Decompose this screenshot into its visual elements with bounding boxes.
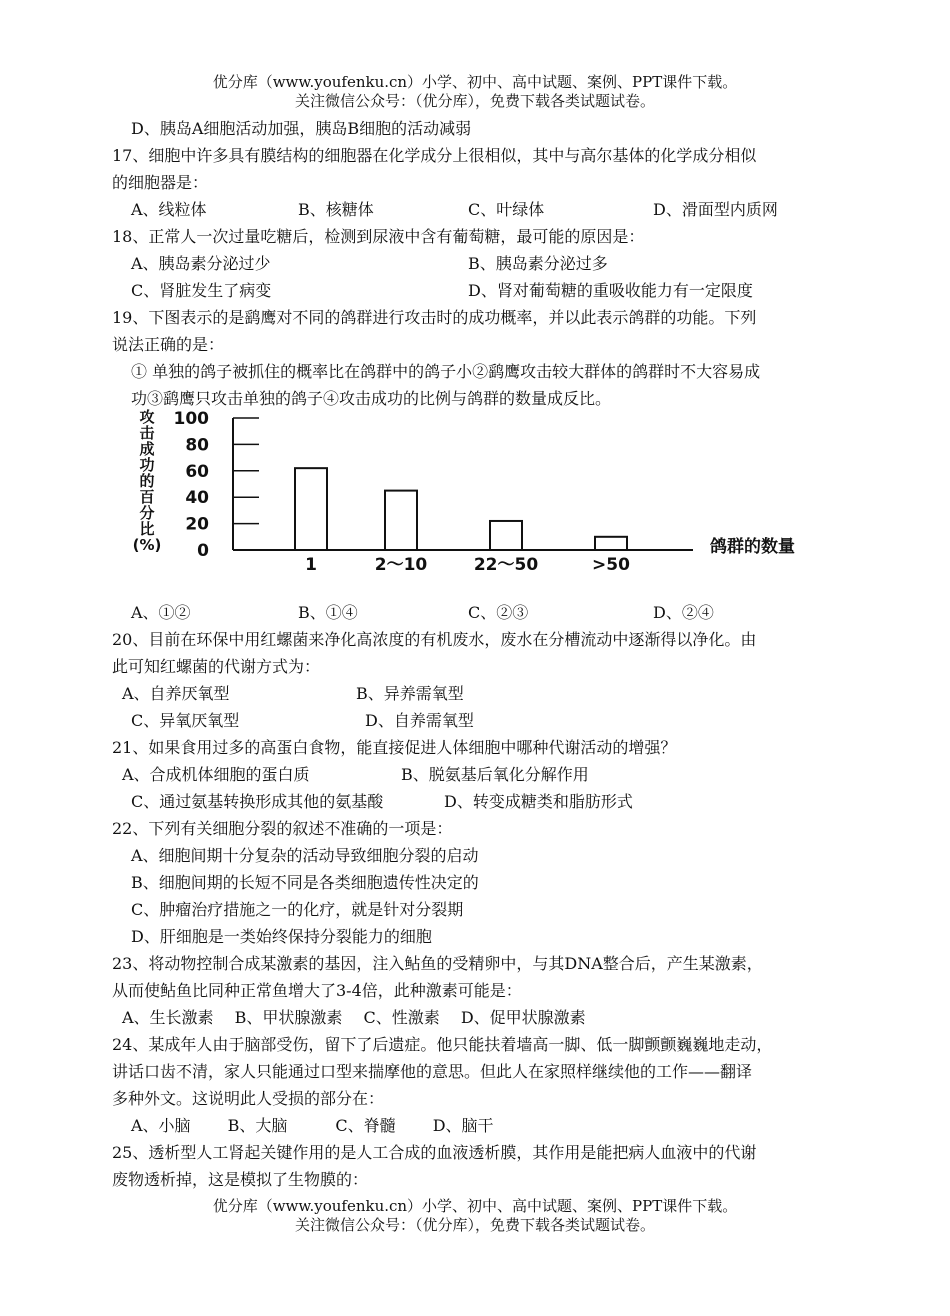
y-axis-label-char: 攻: [139, 408, 155, 426]
x-tick-label: 2～10: [374, 555, 428, 575]
q22-option-c: C、肿瘤治疗措施之一的化疗，就是针对分裂期: [131, 900, 464, 919]
q19-option-b: B、①④: [298, 603, 358, 622]
q23-stem-line1: 23、将动物控制合成某激素的基因，注入鲇鱼的受精卵中，与其DNA整合后，产生某激素，: [112, 954, 763, 973]
q18-option-b: B、胰岛素分泌过多: [468, 254, 608, 273]
q17-option-b: B、核糖体: [298, 200, 374, 219]
q18-option-d: D、肾对葡萄糖的重吸收能力有一定限度: [468, 281, 753, 300]
q20-stem-line2: 此可知红螺菌的代谢方式为：: [112, 657, 321, 676]
q22-stem-line1: 22、下列有关细胞分裂的叙述不准确的一项是：: [112, 819, 453, 838]
q17-stem-line1: 17、细胞中许多具有膜结构的细胞器在化学成分上很相似，其中与高尔基体的化学成分相似: [112, 146, 757, 165]
y-tick-label: 0: [197, 541, 209, 561]
y-tick-label: 80: [185, 435, 209, 456]
chart-x-axis-label: 鸽群的数量: [710, 537, 795, 557]
y-tick-label: 100: [173, 409, 209, 429]
q21-option-b: B、脱氨基后氧化分解作用: [401, 765, 589, 784]
q17-option-a: A、线粒体: [131, 200, 207, 219]
q20-option-b: B、异养需氧型: [356, 684, 464, 703]
q22-option-d: D、肝细胞是一类始终保持分裂能力的细胞: [131, 927, 432, 946]
page-footer-line1: 优分库（www.youfenku.cn）小学、初中、高中试题、案例、PPT课件下载。: [212, 1197, 738, 1215]
q19-stem-line1: 19、下图表示的是鹞鹰对不同的鸽群进行攻击时的成功概率，并以此表示鸽群的功能。下列: [112, 308, 757, 327]
y-axis-label-char: 成: [139, 440, 155, 458]
q24-stem-line2: 讲话口齿不清，家人只能通过口型来揣摩他的意思。但此人在家照样继续他的工作——翻译: [112, 1062, 753, 1081]
chart-x-ticks: [305, 555, 630, 575]
y-axis-label-char: (%): [132, 536, 162, 554]
chart-y-axis-label: [133, 408, 162, 554]
bar-4: [595, 537, 627, 550]
y-axis-label-char: 比: [139, 520, 155, 538]
q21-stem-line1: 21、如果食用过多的高蛋白食物，能直接促进人体细胞中哪种代谢活动的增强？: [112, 738, 677, 757]
y-tick-label: 20: [185, 514, 209, 535]
q21-option-d: D、转变成糖类和脂肪形式: [444, 792, 633, 811]
page-footer-line2: 关注微信公众号：（优分库），免费下载各类试题试卷。: [294, 1216, 655, 1234]
page-header-line1: 优分库（www.youfenku.cn）小学、初中、高中试题、案例、PPT课件下载。: [212, 73, 738, 91]
q19-statement-line2: 功③鹞鹰只攻击单独的鸽子④攻击成功的比例与鸽群的数量成反比。: [131, 389, 612, 408]
q22-option-b: B、细胞间期的长短不同是各类细胞遗传性决定的: [131, 873, 479, 892]
page-header-line2: 关注微信公众号：（优分库），免费下载各类试题试卷。: [294, 92, 655, 110]
q24-options: A、小脑 B、大脑 C、脊髓 D、脑干: [131, 1116, 494, 1135]
q17-stem-line2: 的细胞器是：: [112, 173, 209, 192]
x-tick-label: 1: [305, 555, 317, 575]
q21-option-c: C、通过氨基转换形成其他的氨基酸: [131, 792, 384, 811]
q20-option-d: D、自养需氧型: [365, 711, 474, 730]
q25-stem-line2: 废物透析掉，这是模拟了生物膜的：: [112, 1170, 369, 1189]
chart-bars: [295, 468, 627, 550]
bar-2: [385, 491, 417, 550]
q18-option-c: C、肾脏发生了病变: [131, 281, 272, 300]
q17-option-d: D、滑面型内质网: [653, 200, 778, 219]
y-axis-label-char: 的: [139, 472, 155, 490]
q24-stem-line1: 24、某成年人由于脑部受伤，留下了后遗症。他只能扶着墙高一脚、低一脚颤颤巍巍地走动，: [112, 1035, 773, 1054]
q19-statement-line1: ① 单独的鸽子被抓住的概率比在鸽群中的鸽子小②鹞鹰攻击较大群体的鸽群时不大容易成: [131, 362, 761, 381]
y-axis-label-char: 百: [139, 488, 155, 506]
bar-1: [295, 468, 327, 550]
q18-stem-line1: 18、正常人一次过量吃糖后，检测到尿液中含有葡萄糖，最可能的原因是：: [112, 227, 645, 246]
y-tick-label: 40: [185, 488, 209, 509]
q25-stem-line1: 25、透析型人工肾起关键作用的是人工合成的血液透析膜，其作用是能把病人血液中的代谢: [112, 1143, 757, 1162]
q16-option-d: D、胰岛A细胞活动加强，胰岛B细胞的活动减弱: [131, 119, 472, 138]
y-tick-label: 60: [185, 461, 209, 482]
q24-stem-line3: 多种外文。这说明此人受损的部分在：: [112, 1089, 385, 1108]
x-tick-label: 22～50: [473, 555, 539, 575]
q19-stem-line2: 说法正确的是：: [112, 335, 225, 354]
q20-stem-line1: 20、目前在环保中用红螺菌来净化高浓度的有机废水，废水在分槽流动中逐渐得以净化。由: [112, 630, 757, 649]
q20-option-c: C、异氧厌氧型: [131, 711, 240, 730]
q19-option-d: D、②④: [653, 603, 714, 622]
q18-option-a: A、胰岛素分泌过少: [131, 254, 271, 273]
q19-option-a: A、①②: [131, 603, 191, 622]
q23-options: A、生长激素 B、甲状腺激素 C、性激素 D、促甲状腺激素: [122, 1008, 586, 1027]
y-axis-label-char: 分: [139, 504, 155, 522]
q20-option-a: A、自养厌氧型: [122, 684, 230, 703]
x-tick-label: >50: [592, 555, 630, 575]
chart-y-ticks: [174, 409, 260, 561]
bar-3: [490, 521, 522, 550]
q21-option-a: A、合成机体细胞的蛋白质: [122, 765, 310, 784]
y-axis-label-char: 功: [139, 456, 155, 474]
q23-stem-line2: 从而使鲇鱼比同种正常鱼增大了3-4倍，此种激素可能是：: [112, 981, 522, 1000]
q22-option-a: A、细胞间期十分复杂的活动导致细胞分裂的启动: [131, 846, 479, 865]
q19-option-c: C、②③: [468, 603, 529, 622]
q17-option-c: C、叶绿体: [468, 200, 545, 219]
attack-success-bar-chart: [125, 404, 865, 584]
y-axis-label-char: 击: [139, 424, 155, 442]
